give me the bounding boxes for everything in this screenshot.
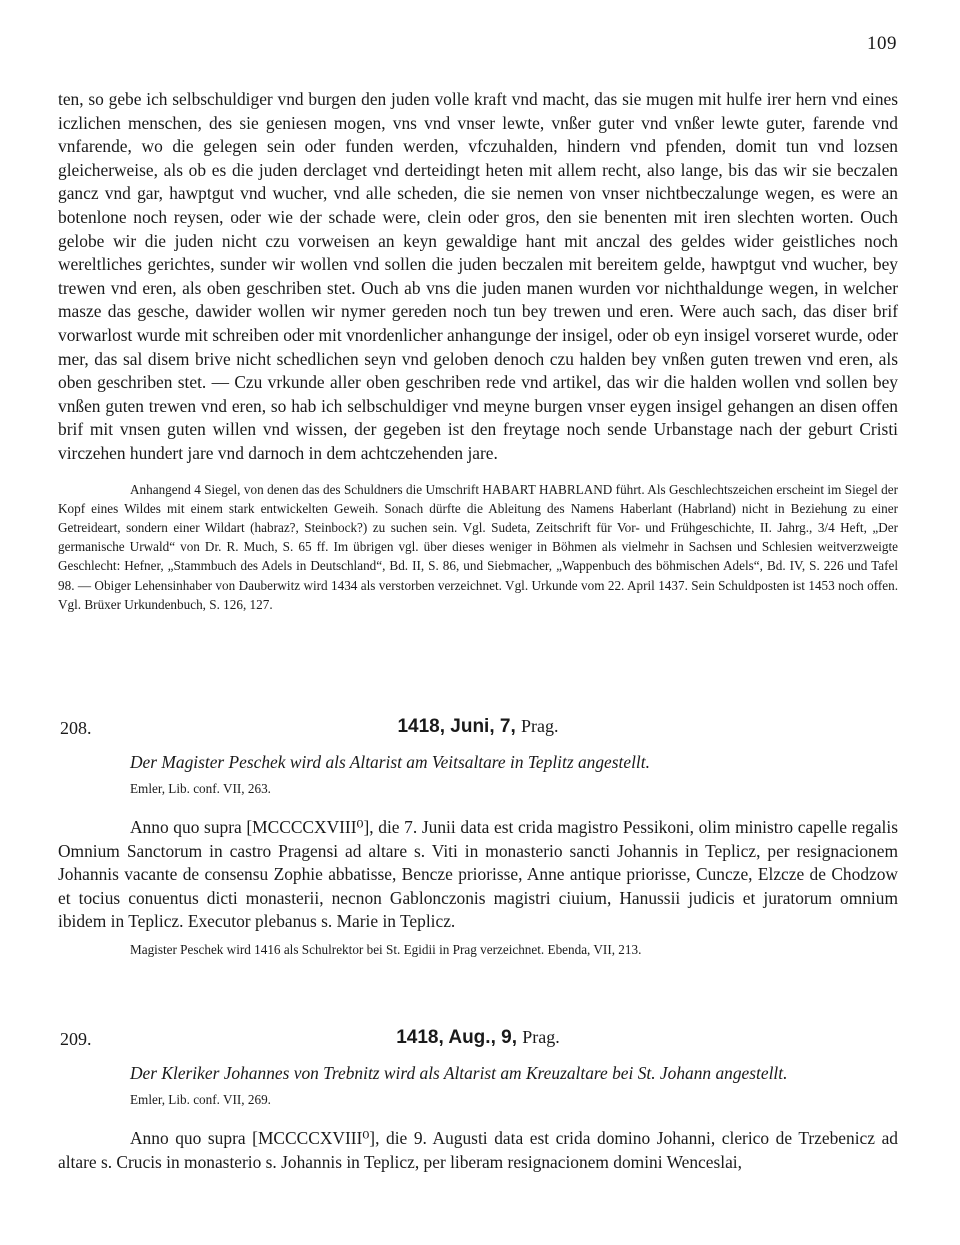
continuation-text: ten, so gebe ich selbschuldiger vnd burgen den juden volle kraft vnd macht, das sie mugen mit hulfe irer hern vnd eines iczlichen menschen, des sie geniesen mogen, vns vnd vnser lewte, vnßer guter vnd vnßer lewte guter, farende vnd vnfarende, wo die gelegen sein oder funden werden, vfczuhalden, hindern vnd pfenden, domit tun vnd lozsen gleicherweise, als ob es die juden derclaget vnd derteidingt heten mit allem recht, also lange, bis das wir sie beczalen gancz vnd gar, hawptgut vnd wucher, vnd alle scheden, die sie nemen von vnser nichtbeczalunge wegen, es were an botenlone noch reysen, oder wie der schade were, clein oder gros, den sie benenten mit iren slechten worten. Ouch gelobe wir die juden nicht czu vorweisen an keyn gewaldige hant mit anczal des geldes wider geistliches noch wereltliches gerichtes, sunder wir wollen vnd sollen die juden beczalen mit bereitem gelde, hawptgut vnd wucher, bey trewen vnd eren, als oben geschriben stet. Ouch ab vns die juden manen wurden vor nichthaldunge wegen, in welcher masze das gesche, dawider wollen wir nymer gereden noch tun bey trewen und eren. Were auch sach, das diser brif vorwarlost wurde mit schreiben oder mit vnordenlicher anhangunge der insigel, oder ob eyn insigel vorseret wurde, oder mer, das sal disem brive nicht schedlichen seyn vnd geloben denoch czu halden bey vnßen guten trewen vnd eren, als oben geschriben stet. — Czu vrkunde aller oben geschriben rede vnd artikel, das wir die halden wollen vnd sollen bey vnßen guten trewen vnd eren, so hab ich selbschuldiger vnd meyne burgen vnser eygen insigel gehangen an disen offen brif mit vnsen guten willen vnd wissen, der gegeben ist den freytage noch sende Urbanstage nach der geburt Cristi virczehen hundert jare vnd darnoch in dem achtczehenden jare. (58, 89, 898, 463)
entry-source: Emler, Lib. conf. VII, 269. (130, 1092, 271, 1107)
entry-number: 208. (60, 718, 92, 738)
entry-date-line (58, 1027, 898, 1049)
entry-place: Prag. (521, 716, 559, 736)
page-number: 109 (867, 33, 897, 54)
entry-208 (58, 716, 898, 959)
entry-date: 1418, Aug., 9, (396, 1027, 517, 1048)
entry-source: Emler, Lib. conf. VII, 263. (130, 781, 271, 796)
entry-summary: Der Magister Peschek wird als Altarist am Veitsaltare in Teplitz angestellt. (130, 752, 650, 772)
entry-date-line (58, 716, 898, 738)
entry-footnote: Magister Peschek wird 1416 als Schulrektor bei St. Egidii in Prag verzeichnet. Ebenda, VII, 213. (130, 941, 642, 957)
entry-summary: Der Kleriker Johannes von Trebnitz wird als Altarist am Kreuzaltare bei St. Johann angestellt. (130, 1063, 788, 1083)
continuation-block (58, 88, 898, 614)
continuation-footnote: Anhangend 4 Siegel, von denen das des Schuldners die Umschrift HABART HABRLAND führt. Als Geschlechtszeichen erscheint im Siegel der Kopf eines Wildes mit einem stark entwickelten Geweih. Sonach dürfte die Ableitung des Namens Haberlant (Habrland) nicht in Beziehung zu einer Getreideart, sondern einer Wildart (habraz?, Steinbock?) zu suchen sein. Vgl. Sudeta, Zeitschrift für Vor- und Frühgeschichte, II. Jahrg., 3/4 Heft, „Der germanische Urwald“ von Dr. R. Much, S. 65 ff. Im übrigen vgl. über dieses weniger in Böhmen als vielmehr in Sachsen und Schlesien weitverzweigte Geschlecht: Hefner, „Stammbuch des Adels in Deutschland“, Bd. II, S. 86, und Siebmacher, „Wappenbuch des böhmischen Adels“, Bd. IV, S. 226 und Tafel 98. — Obiger Lehensinhaber von Dauberwitz wird 1434 als verstorben verzeichnet. Vgl. Urkunde vom 22. April 1437. Sein Schuldposten ist 1453 noch offen. Vgl. Brüxer Urkundenbuch, S. 126, 127. (58, 481, 898, 612)
entry-209 (58, 1027, 898, 1174)
entry-heading (58, 1027, 898, 1055)
entry-text: Anno quo supra [MCCCCXVIII⁰], die 7. Junii data est crida magistro Pessikoni, olim ministro capelle regalis Omnium Sanctorum in castro Pragensi ad altare s. Viti in monasterio sancti Johannis in Teplicz, per resignacionem Johannis vacante de consensu Zophie abbatisse, Bencze priorisse, Anne antique priorisse, Cuncze, Elzcze de Chodzow et tocius conuentus dicti monasterii, necnon Gablonczonis magistri ciuium, Hanussii judicis et juratorum omnium ibidem in Teplicz. Executor plebanus s. Marie in Teplicz. (58, 817, 898, 932)
entry-date: 1418, Juni, 7, (397, 716, 516, 737)
entry-number: 209. (60, 1029, 92, 1049)
entry-place: Prag. (522, 1027, 560, 1047)
entry-heading (58, 716, 898, 744)
entry-text: Anno quo supra [MCCCCXVIII⁰], die 9. Augusti data est crida domino Johanni, clerico de Trzebenicz ad altare s. Crucis in monasterio s. Johannis in Teplicz, per liberam resignacionem domini Wenceslai, (58, 1128, 898, 1172)
